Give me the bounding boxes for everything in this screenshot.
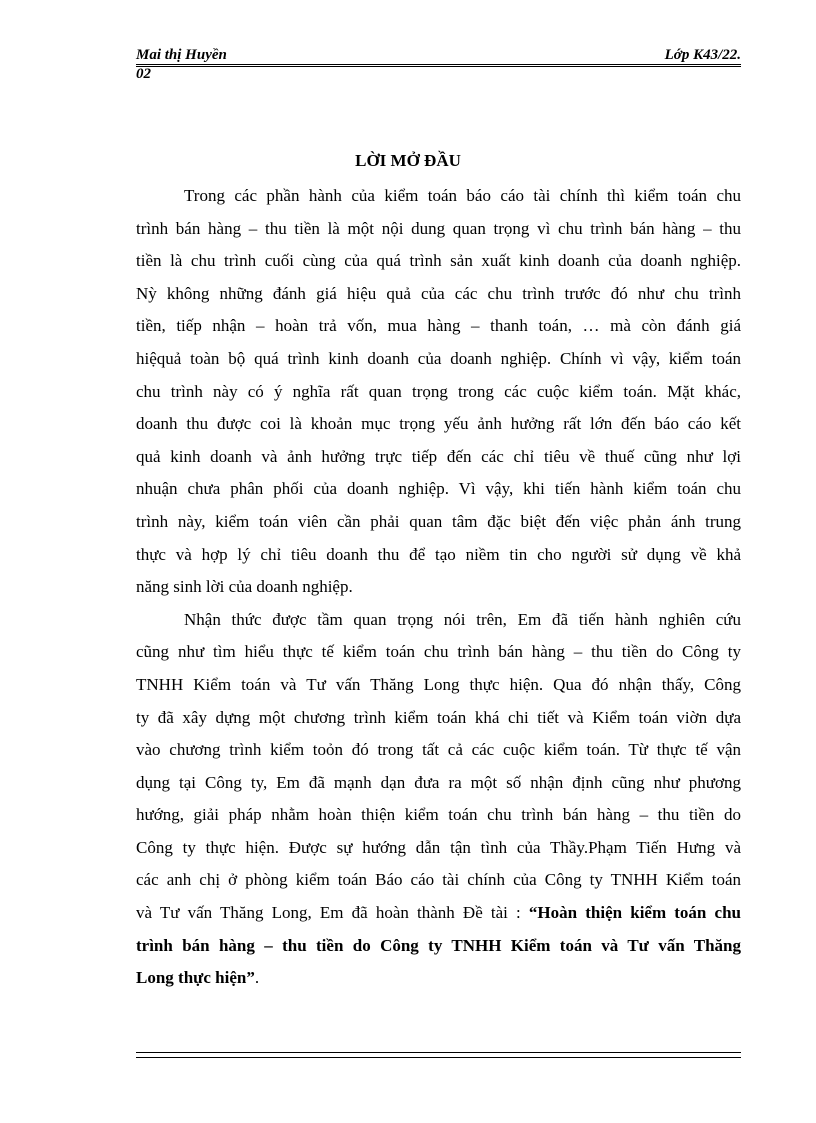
text-line: Công ty thực hiện. Được sự hướng dẫn tận tình của Thầy.Phạm Tiến Hưng và — [136, 837, 741, 857]
text-line: Nỳ không những đánh giá hiệu quả của các chu trình trước đó như chu trình — [136, 283, 741, 303]
header-rule — [136, 64, 741, 67]
text-line: hướng, giải pháp nhằm hoàn thiện kiểm toán chu trình bán hàng – thu tiền do — [136, 805, 741, 825]
text-line — [136, 897, 741, 930]
text-line: chu trình này có ý nghĩa rất quan trọng trong các cuộc kiểm toán. Mặt khác, — [136, 381, 741, 401]
text-span: . — [254, 968, 260, 988]
page-title: LỜI MỞ ĐẦU — [355, 151, 461, 170]
text-line: hiệquả toàn bộ quá trình kinh doanh của doanh nghiệp. Chính vì vậy, kiểm toán — [136, 348, 741, 368]
text-line: quả kinh doanh và ảnh hưởng trực tiếp đến các chỉ tiêu về thuế cũng như lợi — [136, 446, 741, 466]
text-line: ty đã xây dựng một chương trình kiểm toán khá chi tiết và Kiểm toán viờn dựa — [136, 707, 741, 727]
paragraph-2 — [136, 604, 741, 995]
text-line: doanh thu được coi là khoản mục trọng yếu ảnh hưởng rất lớn đến báo cáo kết — [136, 414, 741, 434]
text-line: cũng như tìm hiểu thực tế kiểm toán chu trình bán hàng – thu tiền do Công ty — [136, 642, 741, 662]
text-line: TNHH Kiểm toán và Tư vấn Thăng Long thực hiện. Qua đó nhận thấy, Công — [136, 674, 741, 694]
thesis-title-end: Long thực hiện” — [136, 968, 255, 988]
text-line: dụng tại Công ty, Em đã mạnh dạn đưa ra một số nhận định cũng như phương — [136, 772, 741, 792]
text-line: trình này, kiểm toán viên cần phải quan tâm đặc biệt đến việc phản ánh trung — [136, 511, 741, 531]
text-line: nhuận chưa phân phối của doanh nghiệp. Vì vậy, khi tiến hành kiểm toán chu — [136, 479, 741, 499]
text-line: năng sinh lời của doanh nghiệp. — [136, 577, 353, 597]
text-line: thực và hợp lý chỉ tiêu doanh thu để tạo niềm tin cho người sử dụng về khả — [136, 544, 741, 564]
text-line: tiền là chu trình cuối cùng của quá trình sản xuất kinh doanh của doanh nghiệp. — [136, 251, 741, 271]
thesis-title-line: trình bán hàng – thu tiền do Công ty TNHH Kiểm toán và Tư vấn Thăng — [136, 935, 741, 955]
author-name: Mai thị Huyền — [136, 47, 227, 63]
author-name-continuation: 02 — [136, 66, 151, 82]
class-code: Lớp K43/22. — [664, 47, 741, 63]
text-span: và Tư vấn Thăng Long, Em đã hoàn thành Đề tài : — [136, 903, 529, 923]
text-line — [136, 962, 741, 995]
paragraph-1 — [136, 180, 741, 604]
thesis-title-start: “Hoàn thiện kiểm toán chu — [528, 903, 741, 923]
footer-rule — [136, 1052, 741, 1058]
text-line: tiền, tiếp nhận – hoàn trả vốn, mua hàng – thanh toán, … mà còn đánh giá — [136, 316, 741, 336]
text-line: các anh chị ở phòng kiểm toán Báo cáo tài chính của Công ty TNHH Kiểm toán — [136, 870, 741, 890]
text-line: Trong các phần hành của kiểm toán báo cáo tài chính thì kiểm toán chu — [184, 186, 741, 205]
document-body — [136, 180, 741, 995]
text-line: trình bán hàng – thu tiền là một nội dung quan trọng vì chu trình bán hàng – thu — [136, 218, 741, 238]
text-line: vào chương trình kiểm toỏn đó trong tất cả các cuộc kiểm toán. Từ thực tế vận — [136, 740, 741, 760]
text-line: Nhận thức được tầm quan trọng nói trên, Em đã tiến hành nghiên cứu — [184, 609, 741, 629]
